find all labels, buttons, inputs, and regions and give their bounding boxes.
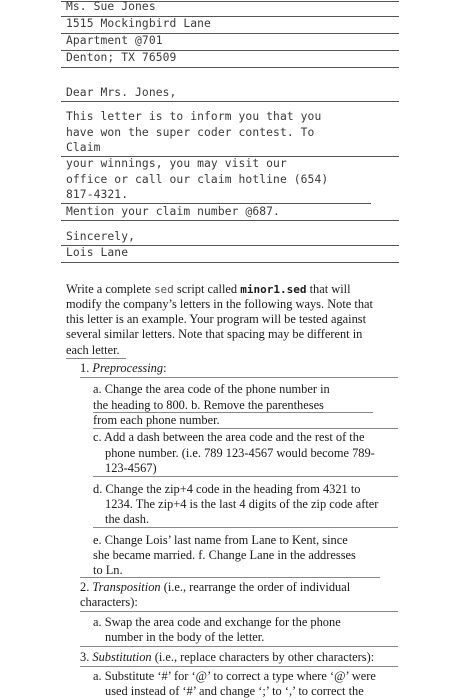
list-item-line: 1234. The zip+4 is the last 4 digits of the zip code after xyxy=(105,497,379,511)
intro-line: several similar letters. Note that spacing may be different in xyxy=(66,327,363,341)
section-heading-cont: characters): xyxy=(80,595,138,609)
divider xyxy=(80,377,398,378)
section-heading xyxy=(80,650,374,665)
section-title: Substitution xyxy=(92,650,152,664)
intro-text: Write a complete xyxy=(66,282,151,296)
list-item-line: number in the body of the letter. xyxy=(105,630,265,644)
section-number: 1. xyxy=(80,361,90,375)
intro-line: each letter. xyxy=(66,343,120,357)
intro-text: script called xyxy=(176,282,238,296)
divider xyxy=(93,428,398,429)
list-item-line: from each phone number. xyxy=(93,413,220,427)
list-item-line: a. Substitute ‘#’ for ‘@’ to correct a type where ‘@’ were xyxy=(93,669,376,683)
list-item-line: the dash. xyxy=(105,512,150,526)
list-item-line: e. Change Lois’ last name from Lane to Kent, since xyxy=(93,533,348,547)
body-line: your winnings, you may visit our xyxy=(66,157,287,170)
divider xyxy=(80,611,398,612)
intro-line: this letter is an example. Your program will be tested against xyxy=(66,312,367,326)
intro-text: that will xyxy=(309,282,351,296)
divider xyxy=(61,262,399,263)
list-item-line: c. Add a dash between the area code and the rest of the xyxy=(93,430,365,444)
section-number: 2. xyxy=(80,580,90,594)
section-title: Preprocessing xyxy=(92,361,164,375)
list-item-line: phone number. (i.e. 789 123-4567 would become 789- xyxy=(105,446,375,460)
divider xyxy=(66,358,126,359)
body-line: Mention your claim number @687. xyxy=(66,205,280,218)
divider xyxy=(61,220,399,221)
divider xyxy=(80,577,380,578)
closing: Sincerely, xyxy=(66,230,136,243)
divider xyxy=(93,476,398,477)
section-title-suffix: : xyxy=(163,361,167,375)
intro-line: modify the company’s letters in the following ways. Note that xyxy=(66,297,373,311)
list-item-line: a. Change the area code of the phone number in xyxy=(93,382,330,396)
section-heading xyxy=(80,580,350,595)
list-item-line: 123-4567) xyxy=(105,461,157,475)
list-item-line: d. Change the zip+4 code in the heading from 4321 to xyxy=(93,482,361,496)
divider xyxy=(61,101,399,102)
body-line: have won the super coder contest. To xyxy=(66,126,315,139)
list-item-line: she became married. f. Change Lane in the addresses xyxy=(93,548,356,562)
section-title-suffix: (i.e., rearrange the order of individual xyxy=(160,580,351,594)
intro-line xyxy=(66,282,351,297)
body-line: office or call our claim hotline (654) xyxy=(66,173,329,186)
recipient-name: Ms. Sue Jones xyxy=(66,0,156,13)
divider xyxy=(80,646,398,647)
section-title: Transposition xyxy=(92,580,161,594)
divider xyxy=(80,666,398,667)
list-item-line: used instead of ‘#’ and change ‘;’ to ‘,’ to correct the xyxy=(105,684,364,698)
signature: Lois Lane xyxy=(66,246,129,259)
body-line: Claim xyxy=(66,141,101,154)
body-line: 817-4321. xyxy=(66,188,129,201)
list-item-line: the heading to 800. b. Remove the parentheses xyxy=(93,398,324,412)
address-city: Denton; TX 76509 xyxy=(66,51,177,64)
address-apartment: Apartment @701 xyxy=(66,34,163,47)
sed-code: sed xyxy=(153,283,174,296)
divider xyxy=(61,67,399,68)
section-title-suffix: (i.e., replace characters by other characters): xyxy=(151,650,375,664)
divider xyxy=(93,527,398,528)
divider xyxy=(61,203,371,204)
body-line: This letter is to inform you that you xyxy=(66,110,322,123)
list-item-line: to Ln. xyxy=(93,563,123,577)
address-street: 1515 Mockingbird Lane xyxy=(66,17,211,30)
section-heading xyxy=(80,361,167,376)
section-number: 3. xyxy=(80,650,90,664)
script-filename: minor1.sed xyxy=(240,283,307,296)
list-item-line: a. Swap the area code and exchange for the phone xyxy=(93,615,341,629)
greeting: Dear Mrs. Jones, xyxy=(66,86,177,99)
